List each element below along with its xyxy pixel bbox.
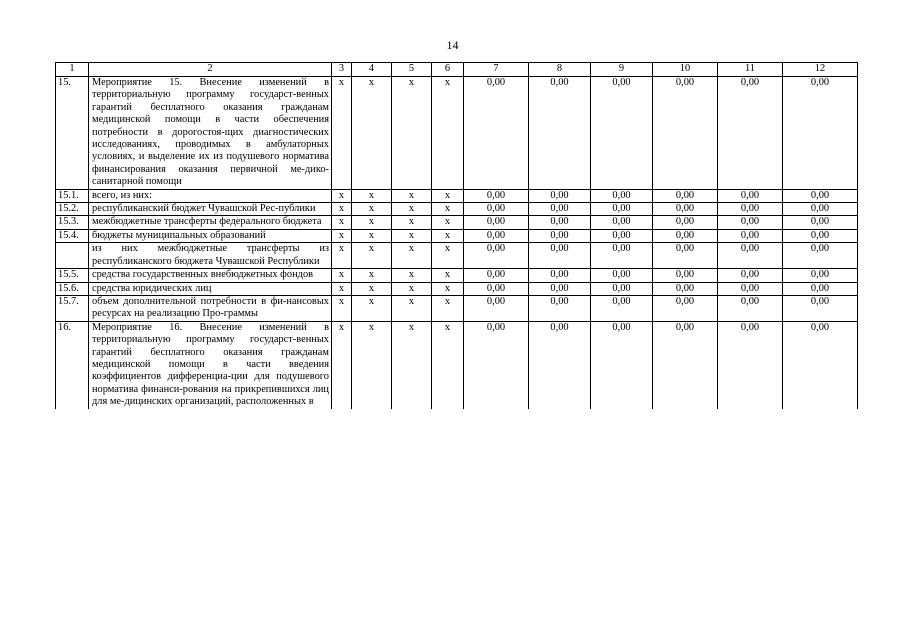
table-cell: 0,00 bbox=[653, 203, 718, 216]
row-description: средства государственных внебюджетных фондов bbox=[89, 269, 332, 282]
column-header: 3 bbox=[332, 63, 352, 77]
table-cell: х bbox=[392, 321, 432, 408]
table-cell: х bbox=[432, 269, 464, 282]
table-cell: 0,00 bbox=[591, 295, 653, 321]
table-cell: 0,00 bbox=[783, 269, 858, 282]
table-cell: 0,00 bbox=[718, 203, 783, 216]
table-cell: х bbox=[392, 282, 432, 295]
table-cell: 0,00 bbox=[783, 321, 858, 408]
column-header: 11 bbox=[718, 63, 783, 77]
row-description: республиканский бюджет Чувашской Рес-публики bbox=[89, 203, 332, 216]
row-description: объем дополнительной потребности в фи-нансовых ресурсах на реализацию Про-граммы bbox=[89, 295, 332, 321]
table-cell: 0,00 bbox=[529, 243, 591, 269]
table-row bbox=[56, 295, 858, 321]
table-cell: 0,00 bbox=[653, 189, 718, 202]
table-cell: 0,00 bbox=[718, 189, 783, 202]
table-cell: 0,00 bbox=[529, 282, 591, 295]
table-cell: х bbox=[352, 269, 392, 282]
table-cell: х bbox=[332, 229, 352, 242]
table-cell: х bbox=[432, 229, 464, 242]
row-number: 15.7. bbox=[56, 295, 89, 321]
column-header: 7 bbox=[464, 63, 529, 77]
table-row bbox=[56, 203, 858, 216]
table-cell: 0,00 bbox=[718, 321, 783, 408]
table-cell: 0,00 bbox=[591, 282, 653, 295]
table-cell: 0,00 bbox=[464, 216, 529, 229]
table-cell: 0,00 bbox=[718, 269, 783, 282]
table-cell: 0,00 bbox=[591, 321, 653, 408]
table-cell: 0,00 bbox=[653, 269, 718, 282]
row-description: средства юридических лиц bbox=[89, 282, 332, 295]
column-header: 6 bbox=[432, 63, 464, 77]
table-cell: х bbox=[432, 295, 464, 321]
table-cell: 0,00 bbox=[718, 295, 783, 321]
table-cell: 0,00 bbox=[529, 189, 591, 202]
table-cell: х bbox=[332, 189, 352, 202]
table-row bbox=[56, 229, 858, 242]
row-number: 15.6. bbox=[56, 282, 89, 295]
column-header: 8 bbox=[529, 63, 591, 77]
page-number: 14 bbox=[446, 38, 459, 52]
table-cell: 0,00 bbox=[653, 282, 718, 295]
column-header: 9 bbox=[591, 63, 653, 77]
table-cell: х bbox=[432, 216, 464, 229]
table-cell: х bbox=[392, 189, 432, 202]
table-cell: 0,00 bbox=[653, 229, 718, 242]
table-cell: 0,00 bbox=[464, 321, 529, 408]
table-cell: х bbox=[352, 321, 392, 408]
row-number: 15.3. bbox=[56, 216, 89, 229]
table-cell: 0,00 bbox=[653, 295, 718, 321]
table-cell: 0,00 bbox=[529, 229, 591, 242]
table-cell: 0,00 bbox=[653, 77, 718, 190]
row-number: 15.1. bbox=[56, 189, 89, 202]
row-number: 15.5. bbox=[56, 269, 89, 282]
table-cell: 0,00 bbox=[529, 216, 591, 229]
table-cell: 0,00 bbox=[718, 216, 783, 229]
table-cell: х bbox=[432, 243, 464, 269]
table-cell: х bbox=[432, 282, 464, 295]
table-cell: 0,00 bbox=[653, 243, 718, 269]
row-number bbox=[56, 243, 89, 269]
table-cell: х bbox=[392, 295, 432, 321]
row-description: бюджеты муниципальных образований bbox=[89, 229, 332, 242]
table-cell: х bbox=[432, 189, 464, 202]
table-cell: 0,00 bbox=[591, 77, 653, 190]
column-header: 5 bbox=[392, 63, 432, 77]
table-cell: 0,00 bbox=[529, 77, 591, 190]
column-header: 2 bbox=[89, 63, 332, 77]
budget-table bbox=[55, 62, 858, 409]
table-cell: 0,00 bbox=[529, 321, 591, 408]
table-cell: 0,00 bbox=[591, 203, 653, 216]
table-row bbox=[56, 269, 858, 282]
table-cell: х bbox=[332, 269, 352, 282]
table-cell: х bbox=[352, 295, 392, 321]
table-row bbox=[56, 321, 858, 408]
column-header: 1 bbox=[56, 63, 89, 77]
table-cell: 0,00 bbox=[529, 269, 591, 282]
table-cell: х bbox=[352, 229, 392, 242]
table-cell: х bbox=[332, 295, 352, 321]
table-cell: 0,00 bbox=[464, 269, 529, 282]
table-cell: х bbox=[332, 77, 352, 190]
table-cell: 0,00 bbox=[464, 295, 529, 321]
table-cell: 0,00 bbox=[783, 77, 858, 190]
table-cell: 0,00 bbox=[591, 229, 653, 242]
table-cell: 0,00 bbox=[591, 216, 653, 229]
table-cell: х bbox=[392, 203, 432, 216]
table-cell: х bbox=[332, 203, 352, 216]
table-cell: 0,00 bbox=[783, 189, 858, 202]
table-cell: х bbox=[332, 243, 352, 269]
table-cell: х bbox=[352, 282, 392, 295]
table-cell: х bbox=[392, 229, 432, 242]
table-cell: х bbox=[352, 189, 392, 202]
table-cell: х bbox=[332, 321, 352, 408]
table-cell: 0,00 bbox=[718, 77, 783, 190]
table-cell: 0,00 bbox=[529, 203, 591, 216]
table-cell: х bbox=[352, 77, 392, 190]
column-header: 4 bbox=[352, 63, 392, 77]
table-cell: 0,00 bbox=[464, 229, 529, 242]
table-cell: 0,00 bbox=[653, 321, 718, 408]
table-cell: х bbox=[392, 77, 432, 190]
table-cell: х bbox=[332, 282, 352, 295]
table-cell: х bbox=[352, 243, 392, 269]
row-description: Мероприятие 15. Внесение изменений в территориальную программу государст-венных гарантий бесплатного оказания гражданам медицинской помощи в части обеспечения потребности в дорогостоя-щих диагностических исследованиях, проводимых в амбулаторных условиях, и выделение их из подушевого норматива финансирования оказания первичной ме-дико-санитарной помощи bbox=[89, 77, 332, 190]
row-description: межбюджетные трансферты федерального бюджета bbox=[89, 216, 332, 229]
table-cell: 0,00 bbox=[464, 77, 529, 190]
table-cell: 0,00 bbox=[783, 243, 858, 269]
table-row bbox=[56, 77, 858, 190]
row-number: 15.2. bbox=[56, 203, 89, 216]
row-description: из них межбюджетные трансферты из республиканского бюджета Чувашской Республики bbox=[89, 243, 332, 269]
table-cell: х bbox=[352, 216, 392, 229]
table-cell: х bbox=[332, 216, 352, 229]
column-header: 10 bbox=[653, 63, 718, 77]
table-row bbox=[56, 189, 858, 202]
table-cell: 0,00 bbox=[653, 216, 718, 229]
row-number: 16. bbox=[56, 321, 89, 408]
table-row bbox=[56, 243, 858, 269]
table-row bbox=[56, 282, 858, 295]
table-cell: х bbox=[392, 243, 432, 269]
table-cell: 0,00 bbox=[464, 189, 529, 202]
table-cell: 0,00 bbox=[783, 295, 858, 321]
table-cell: х bbox=[432, 203, 464, 216]
table-cell: 0,00 bbox=[464, 243, 529, 269]
table-cell: х bbox=[392, 269, 432, 282]
header-row bbox=[56, 63, 858, 77]
table-row bbox=[56, 216, 858, 229]
table-cell: х bbox=[352, 203, 392, 216]
column-header: 12 bbox=[783, 63, 858, 77]
table-cell: х bbox=[432, 321, 464, 408]
table-cell: 0,00 bbox=[529, 295, 591, 321]
table-cell: 0,00 bbox=[783, 282, 858, 295]
table-cell: 0,00 bbox=[718, 282, 783, 295]
table-cell: 0,00 bbox=[718, 229, 783, 242]
row-description: всего, из них: bbox=[89, 189, 332, 202]
table-cell: 0,00 bbox=[783, 229, 858, 242]
row-number: 15. bbox=[56, 77, 89, 190]
table-cell: 0,00 bbox=[783, 216, 858, 229]
table-cell: х bbox=[392, 216, 432, 229]
row-number: 15.4. bbox=[56, 229, 89, 242]
table-cell: 0,00 bbox=[591, 269, 653, 282]
table-cell: 0,00 bbox=[783, 203, 858, 216]
table-cell: х bbox=[432, 77, 464, 190]
table-cell: 0,00 bbox=[591, 189, 653, 202]
row-description: Мероприятие 16. Внесение изменений в территориальную программу государст-венных гарантий бесплатного оказания гражданам медицинской помощи в части введения коэффициентов дифференциа-ции для подушевого норматива финанси-рования на прикрепившихся лиц для ме-дицинских организаций, расположенных в bbox=[89, 321, 332, 408]
table-cell: 0,00 bbox=[464, 203, 529, 216]
table-cell: 0,00 bbox=[591, 243, 653, 269]
table-cell: 0,00 bbox=[464, 282, 529, 295]
table-cell: 0,00 bbox=[718, 243, 783, 269]
